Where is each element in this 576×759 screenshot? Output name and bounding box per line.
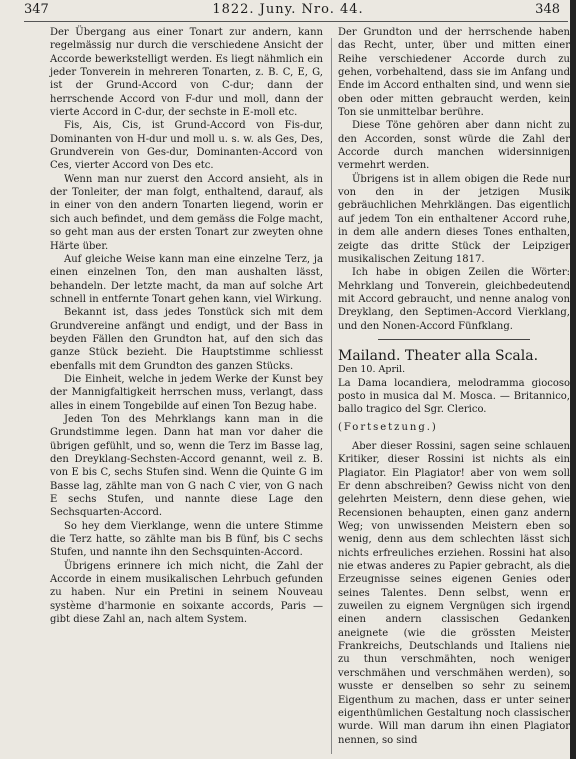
page-header (0, 0, 576, 20)
page-number-right: 348 (535, 2, 560, 17)
paragraph: Der Übergang aus einer Tonart zur andern, kann regelmässig nur durch die verschiedene Ansicht der Accorde bewerkstelligt werden. Es liegt nähmlich ein jeder Tonverein in mehreren Tonarten, z. B. C, E, G, ist der Grund-Accord von C-dur; dann der herrschende Accord von F-dur und moll, dann der vierte Accord in C-dur, der sechste in E-moll etc. (50, 27, 323, 119)
paragraph: Die Einheit, welche in jedem Werke der Kunst bey der Mannigfaltigkeit herrschen muss, verlangt, dass alles in einem Tongebilde auf einen Ton Bezug habe. (50, 373, 323, 412)
opera-line: La Dama locandiera, melodramma giocoso posto in musica dal M. Mosca. — Britannico, ballo tragico del Sgr. Clerico. (338, 377, 570, 416)
article-body: Aber dieser Rossini, sagen seine schlauen Kritiker, dieser Rossini ist nichts als ein Plagiator. Ein Plagiator! aber von wem soll Er denn abschreiben? Gewiss nicht von den gelehrten Meistern, denn diese gehen, wie Recensionen behaupten, einen ganz andern Weg; von unwissenden Meistern eben so wenig, denn aus dem schlechten lässt sich nichts erfreuliches erziehen. Rossini hat also nie etwas anderes zu Papier gebracht, als die Erzeugnisse seines eigenen Genies oder seines Talentes. Denn selbst, wenn er zuweilen zu eignem Vergnügen sich irgend einen andern classischen Gedanken aneignete (wie die grössten Meister Frankreichs, Deutschlands und Italiens nie zu thun verschmähten, noch weniger verschmähen und verschmähen werden), so wusste er denselben so sehr zu seinem Eigenthum zu machen, dass er unter seiner eigenthümlichen Gestaltung noch classischer wurde. Will man darum ihn einen Plagiator nennen, so sind (338, 440, 570, 746)
paragraph: Wenn man nur zuerst den Accord ansieht, als in der Tonleiter, der man folgt, enthaltend, darauf, als in einer von den andern Tonarten liegend, worin er sich auch befindet, und dem gemäss die Folge macht, so geht man aus der ersten Tonart zur zweyten ohne Härte über. (50, 173, 323, 252)
article-title: Mailand. Theater alla Scala. (338, 347, 539, 364)
paragraph: Jeden Ton des Mehrklangs kann man in die Grundstimme legen. Dann hat man vor daher die übrigen gefühlt, und so, wenn die Terz im Basse lag, den Dreyklang-Sechsten-Accord genannt, weil z. B. von E bis C, sechs Stufen sind. Wenn die Quinte G im Basse lag, zählte man von G nach C vier, von G nach E sechs Stufen, und nannte diese Lage den Sechsquarten-Accord. (50, 413, 323, 519)
paragraph: Der Grundton und der herrschende haben das Recht, unter, über und mitten einer Reihe verschiedener Accorde durch zu gehen, vorbehaltend, dass sie im Anfang und Ende im Accord enthalten sind, und wenn sie oben oder mitten gebraucht werden, kein Ton sie unmittelbar berühre. (338, 27, 570, 119)
page-number-left: 347 (24, 2, 49, 17)
paragraph: Übrigens erinnere ich mich nicht, die Zahl der Accorde in einem musikalischen Lehrbuch gefunden zu haben. Nur ein Pretini in seinem Nouveau système d'harmonie en soixante accords, Paris — gibt diese Zahl an, nach altem System. (50, 560, 323, 626)
left-column (50, 26, 323, 626)
section-rule (378, 339, 530, 340)
column-divider (331, 38, 332, 754)
paragraph: Übrigens ist in allem obigen die Rede nur von den in der jetzigen Musik gebräuchlichen Mehrklängen. Das eigentlich auf jedem Ton ein enthaltener Accord ruhe, in dem alle andern dieses Tones enthalten, zeigte das dritte Stück der Leipziger musikalischen Zeitung 1817. (338, 173, 570, 265)
continuation-note: (Fortsetzung.) (338, 421, 438, 433)
paragraph: Bekannt ist, dass jedes Tonstück sich mit dem Grundvereine anfängt und endigt, und der Bass in beyden Fällen den Grundton hat, auf den sich das ganze Stück bezieht. Die Hauptstimme schliesst ebenfalls mit dem Grundton des ganzen Stücks. (50, 307, 323, 372)
article-date: Den 10. April. (338, 364, 406, 376)
paragraph: Fis, Ais, Cis, ist Grund-Accord von Fis-dur, Dominanten von H-dur und moll u. s. w. als Ges, Des, Grundverein von Ges-dur, Dominanten-Accord von Ces, vierter Accord von Des etc. (50, 120, 323, 172)
scan-edge (570, 0, 576, 759)
paragraph: Ich habe in obigen Zeilen die Wörter: Mehrklang und Tonverein, gleichbedeutend mit Accord gebraucht, und nenne analog von Dreyklang, den Septimen-Accord Vierklang, und den Nonen-Accord Fünfklang. (338, 267, 570, 332)
right-column (338, 26, 570, 747)
paragraph: Auf gleiche Weise kann man eine einzelne Terz, ja einen einzelnen Ton, den man aushalten lässt, behandeln. Der letzte macht, da man auf solche Art schnell in entfernte Tonart gehen kann, viel Wirkung. (50, 253, 323, 305)
issue-title: 1822. Juny. Nro. 44. (212, 2, 364, 17)
paragraph: So hey dem Vierklange, wenn die untere Stimme die Terz hatte, so zählte man bis B fünf, bis C sechs Stufen, und nannte ihn den Sechsquinten-Accord. (50, 520, 323, 559)
header-rule (24, 21, 568, 22)
paragraph: Diese Töne gehören aber dann nicht zu den Accorden, sonst würde die Zahl der Accorde durch manchen widersinnigen vermehrt werden. (338, 120, 570, 172)
